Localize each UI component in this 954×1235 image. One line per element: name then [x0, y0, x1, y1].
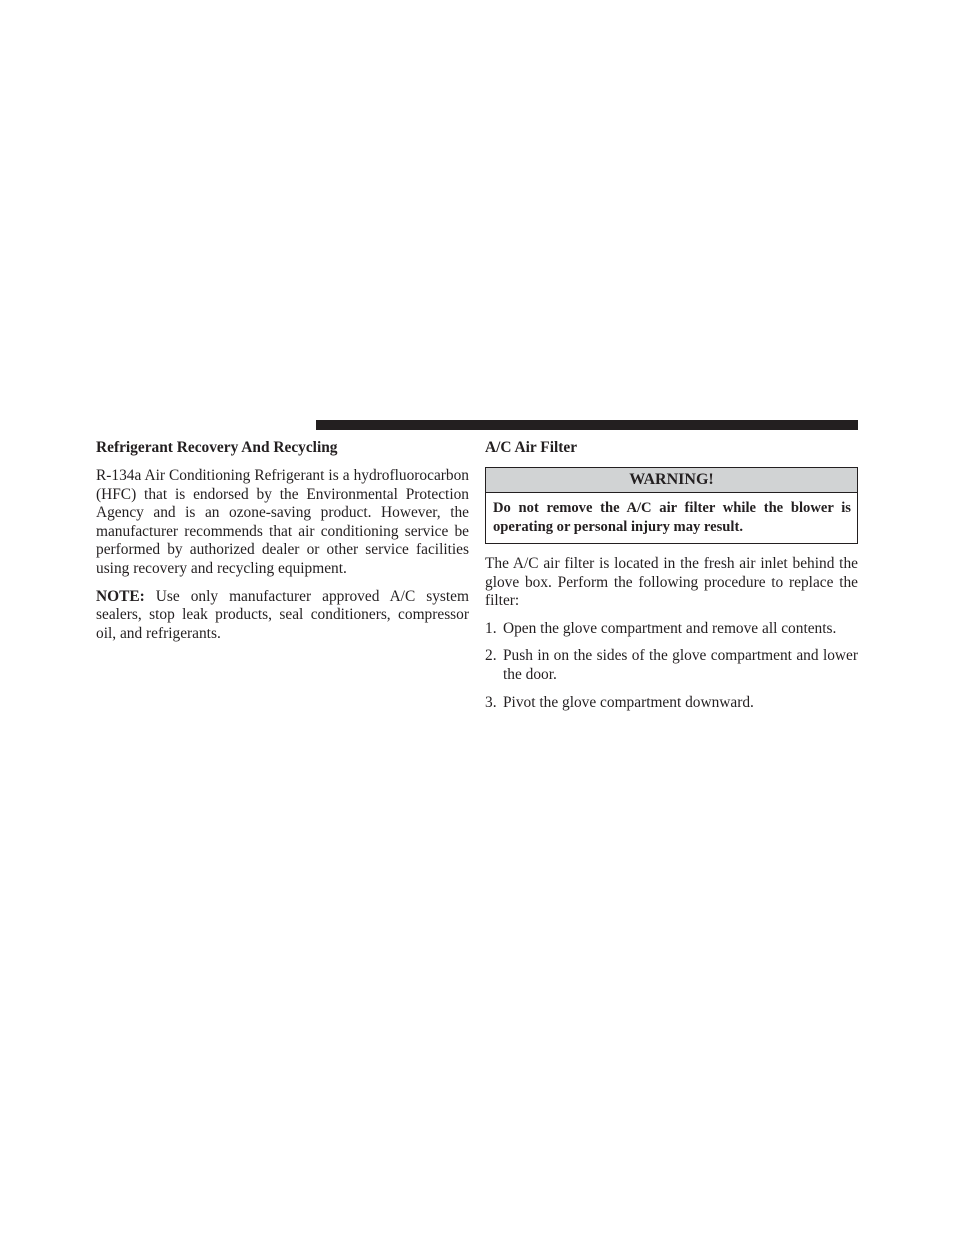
refrigerant-paragraph: R-134a Air Conditioning Refrigerant is a hydrofluorocarbon (HFC) that is endorsed by the Environmental Protection Agency and is an ozone-saving product. However, the manufacturer recommends that air conditioning service be performed by authorized dealer or other service facilities using recovery and recycling equipment. [96, 467, 469, 577]
air-filter-intro: The A/C air filter is located in the fresh air inlet behind the glove box. Perform the following procedure to replace the filter: [485, 555, 858, 610]
section-heading-refrigerant: Refrigerant Recovery And Recycling [96, 439, 338, 456]
note-paragraph [96, 588, 469, 644]
section-heading-air-filter: A/C Air Filter [485, 439, 578, 456]
section-divider-bar [316, 420, 858, 430]
list-item [485, 647, 858, 684]
left-column [96, 438, 469, 652]
list-item [485, 620, 858, 639]
note-text: Use only manufacturer approved A/C system sealers, stop leak products, seal conditioners, compressor oil, and refrigerants. [96, 587, 469, 642]
step-text: Push in on the sides of the glove compartment and lower the door. [503, 647, 858, 683]
note-label: NOTE: [96, 587, 145, 605]
step-number: 2. [485, 647, 497, 665]
procedure-steps [485, 620, 858, 712]
step-text: Pivot the glove compartment downward. [503, 693, 754, 711]
warning-text: Do not remove the A/C air filter while the blower is operating or personal injury may result. [493, 500, 851, 535]
warning-title: WARNING! [486, 468, 857, 493]
step-number: 3. [485, 693, 497, 711]
step-number: 1. [485, 619, 497, 637]
warning-box [485, 467, 858, 544]
right-column [485, 438, 858, 721]
list-item [485, 694, 858, 713]
step-text: Open the glove compartment and remove all contents. [503, 619, 837, 637]
